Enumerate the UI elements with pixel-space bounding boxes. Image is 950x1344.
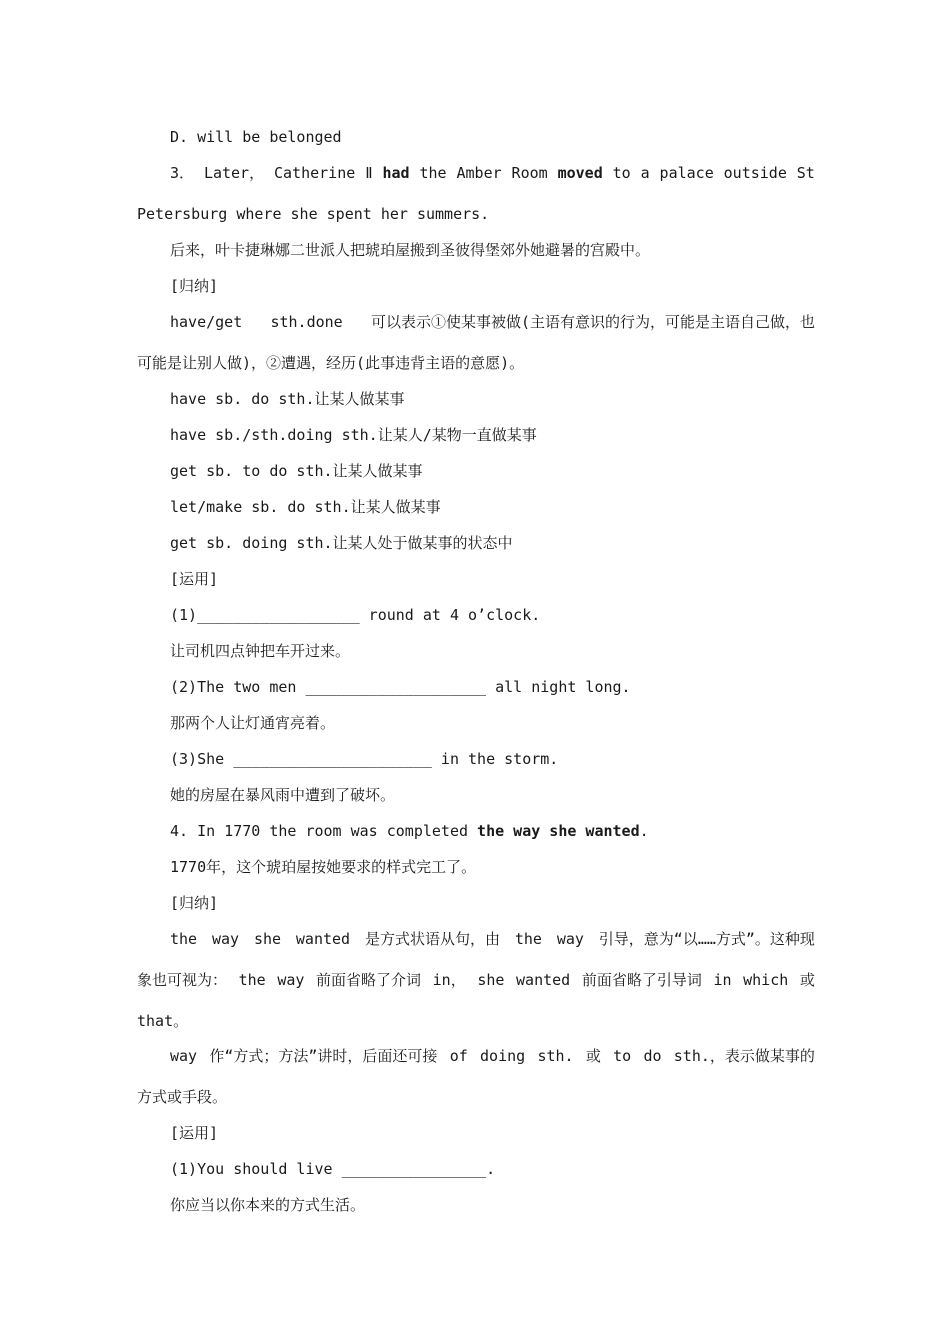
usage-item: get sb. to do sth.让某人做某事	[170, 462, 423, 480]
exercise-translation: 让司机四点钟把车开过来。	[170, 642, 351, 660]
usage-item: get sb. doing sth.让某人处于做某事的状态中	[170, 534, 513, 552]
bold-moved: moved	[557, 164, 603, 182]
exercise-item: (2)The two men ____________________ all night long.	[170, 678, 631, 696]
bold-had: had	[382, 164, 410, 182]
sentence-3-line2: Petersburg where she spent her summers.	[137, 205, 490, 223]
translation: 1770年，这个琥珀屋按她要求的样式完工了。	[170, 858, 477, 876]
explanation-line: the way she wanted 是方式状语从句，由 the way 引导，意为“以……方式”。这种现	[170, 930, 815, 948]
explanation-line: have/get sth.done 可以表示①使某事被做(主语有意识的行为，可能是主语自己做，也	[170, 313, 815, 331]
sentence-3-line1: 3． Later， Catherine Ⅱ had the Amber Room moved to a palace outside St	[170, 164, 815, 182]
explanation-line: 方式或手段。	[137, 1088, 228, 1106]
section-heading: [归纳]	[170, 277, 219, 295]
bold-the-way-she-wanted: the way she wanted	[477, 822, 640, 840]
usage-item: let/make sb. do sth.让某人做某事	[170, 498, 441, 516]
exercise-item: (3)She ______________________ in the storm.	[170, 750, 559, 768]
exercise-translation: 那两个人让灯通宵亮着。	[170, 714, 336, 732]
section-heading: [运用]	[170, 570, 219, 588]
exercise-item: (1)__________________ round at 4 o’clock.	[170, 606, 541, 624]
sentence-4: 4. In 1770 the room was completed the way she wanted.	[170, 822, 649, 840]
exercise-item: (1)You should live ________________.	[170, 1160, 496, 1178]
option-d: D. will be belonged	[170, 128, 342, 146]
explanation-line: way 作“方式；方法”讲时，后面还可接 of doing sth. 或 to do sth.，表示做某事的	[170, 1047, 815, 1065]
section-heading: [归纳]	[170, 894, 219, 912]
translation: 后来，叶卡捷琳娜二世派人把琥珀屋搬到圣彼得堡郊外她避暑的宫殿中。	[170, 241, 651, 259]
explanation-line: 可能是让别人做)，②遭遇，经历(此事违背主语的意愿)。	[137, 354, 525, 372]
explanation-line: that。	[137, 1012, 189, 1030]
exercise-translation: 她的房屋在暴风雨中遭到了破坏。	[170, 786, 396, 804]
usage-item: have sb. do sth.让某人做某事	[170, 390, 405, 408]
exercise-translation: 你应当以你本来的方式生活。	[170, 1196, 366, 1214]
explanation-line: 象也可视为： the way 前面省略了介词 in， she wanted 前面省略了引导词 in which 或	[137, 971, 815, 989]
section-heading: [运用]	[170, 1124, 219, 1142]
usage-item: have sb./sth.doing sth.让某人/某物一直做某事	[170, 426, 537, 444]
